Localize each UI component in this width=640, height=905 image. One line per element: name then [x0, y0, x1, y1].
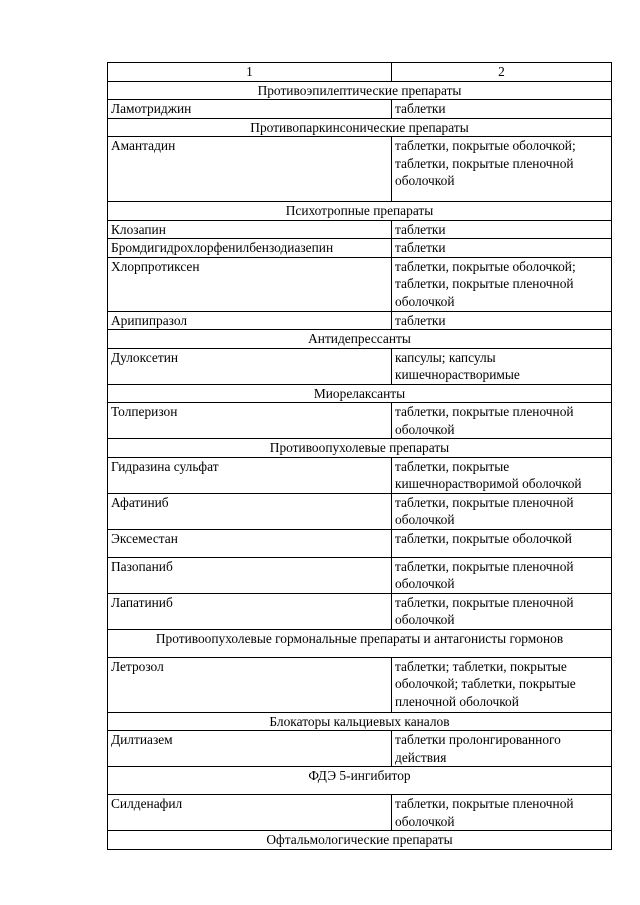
drug-row	[108, 493, 612, 529]
dosage-form: таблетки, покрытые оболочкой; таблетки, покрытые пленочной оболочкой	[392, 137, 612, 202]
drug-row	[108, 220, 612, 239]
section-header-row	[108, 767, 612, 795]
drug-row	[108, 239, 612, 258]
section-title: ФДЭ 5-ингибитор	[108, 767, 612, 795]
drug-row	[108, 795, 612, 831]
section-header-row	[108, 439, 612, 458]
column-number-row	[108, 63, 612, 82]
section-title: Блокаторы кальциевых каналов	[108, 712, 612, 731]
drug-name: Гидразина сульфат	[108, 457, 392, 493]
table-body	[108, 63, 612, 850]
dosage-form: таблетки, покрытые кишечнорастворимой оболочкой	[392, 457, 612, 493]
section-title: Противоопухолевые гормональные препараты и антагонисты гормонов	[108, 629, 612, 657]
section-header-row	[108, 384, 612, 403]
dosage-form: таблетки, покрытые пленочной оболочкой	[392, 593, 612, 629]
drug-name: Эксеместан	[108, 529, 392, 557]
section-header-row	[108, 330, 612, 349]
section-header-row	[108, 712, 612, 731]
drug-row	[108, 657, 612, 712]
dosage-form: таблетки, покрытые пленочной оболочкой	[392, 795, 612, 831]
drug-name: Клозапин	[108, 220, 392, 239]
drug-name: Летрозол	[108, 657, 392, 712]
dosage-form: таблетки, покрытые пленочной оболочкой	[392, 557, 612, 593]
drug-list-table	[107, 62, 612, 850]
dosage-form: таблетки пролонгированного действия	[392, 731, 612, 767]
dosage-form: таблетки	[392, 239, 612, 258]
section-title: Противопаркинсонические препараты	[108, 118, 612, 137]
dosage-form: таблетки	[392, 220, 612, 239]
section-title: Офтальмологические препараты	[108, 831, 612, 850]
section-header-row	[108, 831, 612, 850]
section-title: Психотропные препараты	[108, 202, 612, 221]
drug-name: Толперизон	[108, 403, 392, 439]
section-header-row	[108, 629, 612, 657]
column-number-1: 1	[108, 63, 392, 82]
section-title: Противоэпилептические препараты	[108, 81, 612, 100]
section-title: Миорелаксанты	[108, 384, 612, 403]
drug-name: Силденафил	[108, 795, 392, 831]
dosage-form: таблетки, покрытые пленочной оболочкой	[392, 403, 612, 439]
drug-row	[108, 137, 612, 202]
drug-name: Дулоксетин	[108, 348, 392, 384]
section-header-row	[108, 202, 612, 221]
drug-row	[108, 257, 612, 311]
dosage-form: таблетки; таблетки, покрытые оболочкой; таблетки, покрытые пленочной оболочкой	[392, 657, 612, 712]
drug-name: Бромдигидрохлорфенилбензодиазепин	[108, 239, 392, 258]
drug-row	[108, 100, 612, 119]
section-title: Противоопухолевые препараты	[108, 439, 612, 458]
dosage-form: таблетки	[392, 311, 612, 330]
drug-row	[108, 731, 612, 767]
drug-name: Хлорпротиксен	[108, 257, 392, 311]
dosage-form: таблетки	[392, 100, 612, 119]
drug-row	[108, 593, 612, 629]
drug-row	[108, 457, 612, 493]
drug-row	[108, 348, 612, 384]
dosage-form: таблетки, покрытые оболочкой; таблетки, покрытые пленочной оболочкой	[392, 257, 612, 311]
drug-name: Пазопаниб	[108, 557, 392, 593]
drug-name: Амантадин	[108, 137, 392, 202]
drug-name: Афатиниб	[108, 493, 392, 529]
section-header-row	[108, 81, 612, 100]
section-header-row	[108, 118, 612, 137]
dosage-form: капсулы; капсулы кишечнорастворимые	[392, 348, 612, 384]
drug-row	[108, 557, 612, 593]
drug-row	[108, 311, 612, 330]
drug-row	[108, 529, 612, 557]
section-title: Антидепрессанты	[108, 330, 612, 349]
dosage-form: таблетки, покрытые пленочной оболочкой	[392, 493, 612, 529]
drug-name: Дилтиазем	[108, 731, 392, 767]
column-number-2: 2	[392, 63, 612, 82]
drug-row	[108, 403, 612, 439]
dosage-form: таблетки, покрытые оболочкой	[392, 529, 612, 557]
drug-name: Арипипразол	[108, 311, 392, 330]
drug-name: Лапатиниб	[108, 593, 392, 629]
drug-name: Ламотриджин	[108, 100, 392, 119]
